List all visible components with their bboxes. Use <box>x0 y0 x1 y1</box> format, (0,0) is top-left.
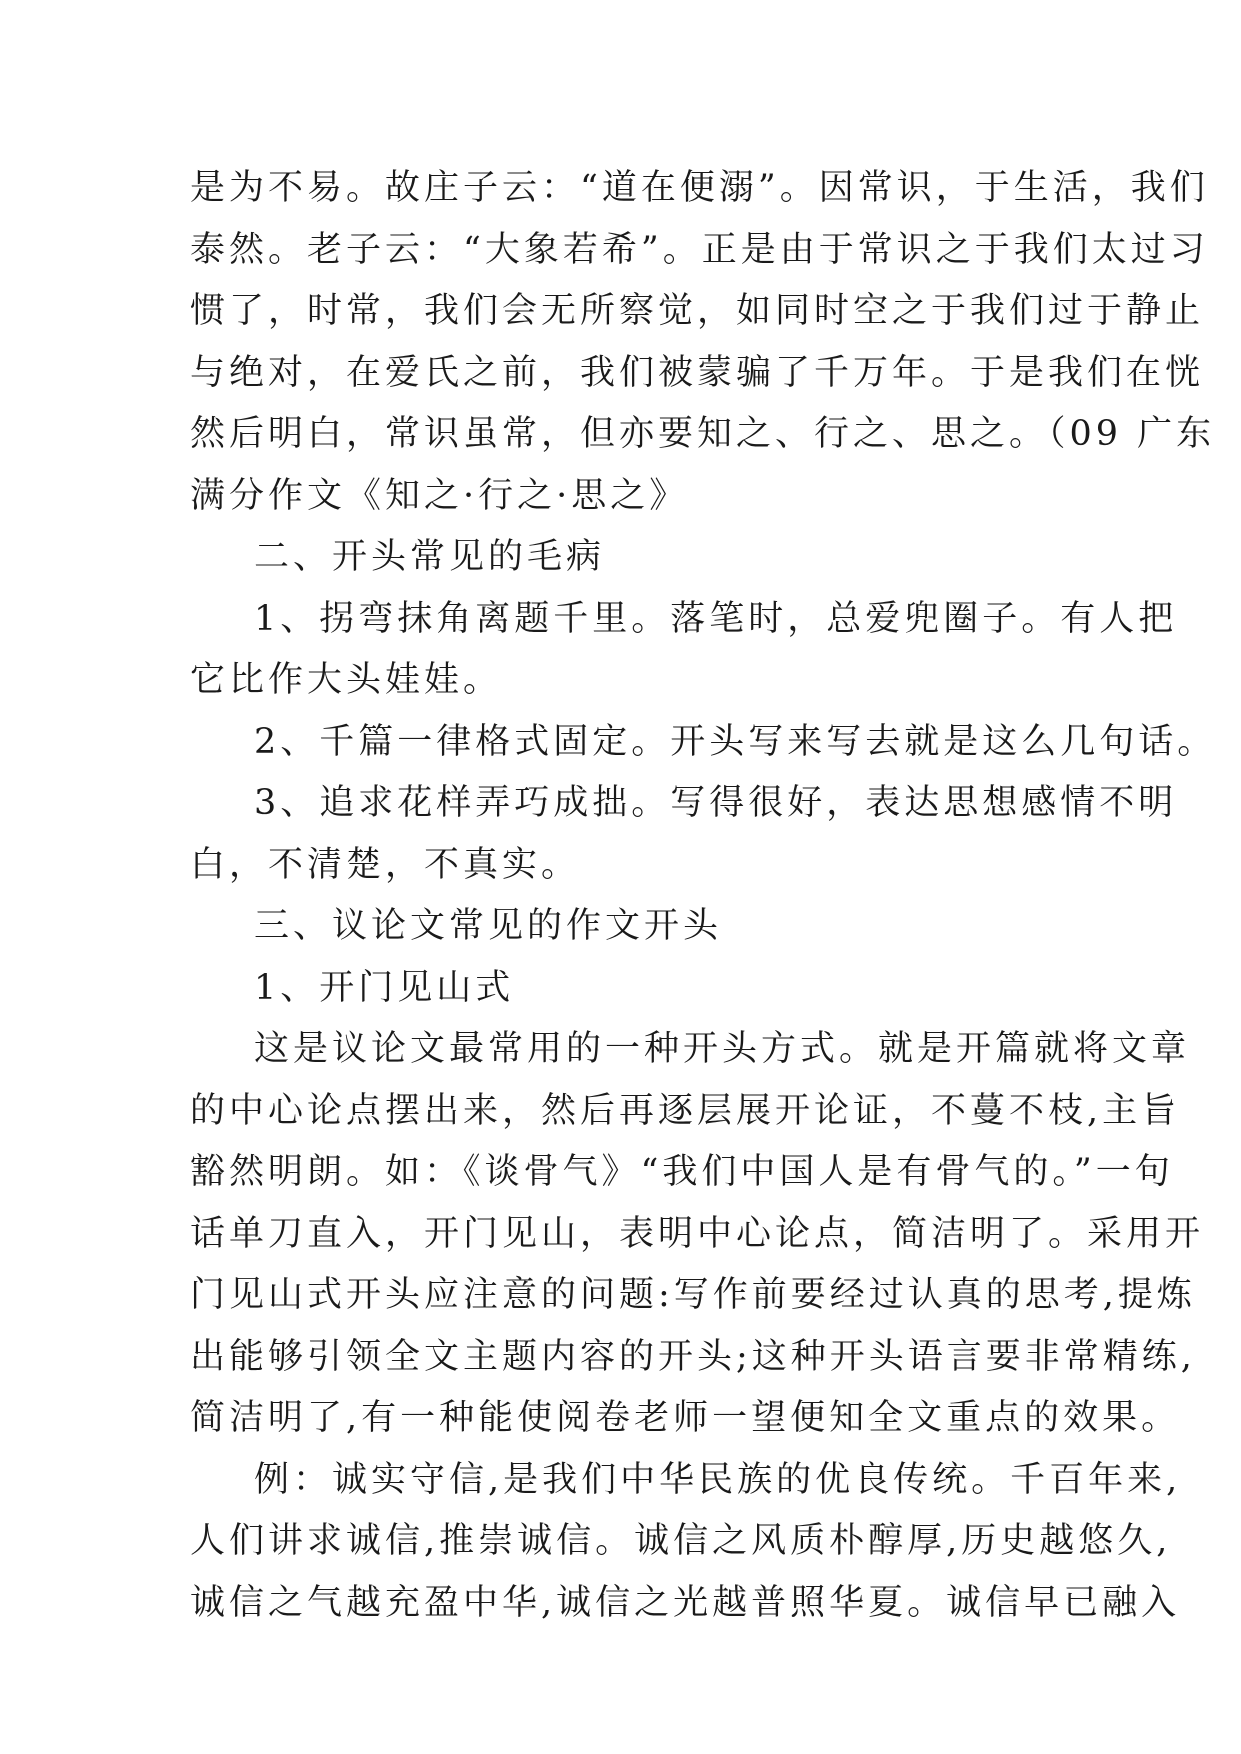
text-line: 话单刀直入，开门见山，表明中心论点，简洁明了。采用开 <box>190 1213 1205 1254</box>
text-line: 2、千篇一律格式固定。开头写来写去就是这么几句话。 <box>254 721 1217 762</box>
text-line: 与绝对，在爱氏之前，我们被蒙骗了千万年。于是我们在恍 <box>190 352 1205 393</box>
text-line: 豁然明朗。如：《谈骨气》“我们中国人是有骨气的。”一句 <box>190 1152 1174 1192</box>
text-line: 1、拐弯抹角离题千里。落笔时，总爱兜圈子。有人把 <box>254 598 1178 639</box>
text-line: 这是议论文最常用的一种开头方式。就是开篇就将文章 <box>254 1029 1191 1069</box>
document-body <box>190 158 1217 1634</box>
text-line: 简洁明了,有一种能使阅卷老师一望便知全文重点的效果。 <box>190 1398 1181 1438</box>
subsection-heading: 1、开门见山式 <box>254 967 515 1008</box>
text-line: 白，不清楚，不真实。 <box>190 844 581 885</box>
text-line: 诚信之气越充盈中华,诚信之光越普照华夏。诚信早已融入 <box>190 1582 1181 1623</box>
section-heading: 三、议论文常见的作文开头 <box>254 906 723 946</box>
text-line: 出能够引领全文主题内容的开头;这种开头语言要非常精练, <box>190 1336 1196 1377</box>
text-line: 然后明白，常识虽常，但亦要知之、行之、思之。（09 广东 <box>190 414 1216 454</box>
text-line: 门见山式开头应注意的问题:写作前要经过认真的思考,提炼 <box>190 1275 1196 1315</box>
text-line: 人们讲求诚信,推崇诚信。诚信之风质朴醇厚,历史越悠久, <box>190 1521 1172 1561</box>
text-line: 是为不易。故庄子云：“道在便溺”。因常识，于生活，我们 <box>190 168 1209 208</box>
section-heading: 二、开头常见的毛病 <box>254 537 606 577</box>
text-line: 它比作大头娃娃。 <box>190 660 503 700</box>
text-line: 泰然。老子云：“大象若希”。正是由于常识之于我们太过习 <box>190 229 1209 270</box>
text-line: 惯了，时常，我们会无所察觉，如同时空之于我们过于静止 <box>190 291 1205 331</box>
text-line: 的中心论点摆出来，然后再逐层展开论证，不蔓不枝,主旨 <box>190 1090 1181 1131</box>
text-line: 例：诚实守信,是我们中华民族的优良传统。千百年来, <box>254 1459 1182 1500</box>
text-line: 3、追求花样弄巧成拙。写得很好，表达思想感情不明 <box>254 783 1178 823</box>
text-line: 满分作文《知之·行之·思之》 <box>190 475 689 516</box>
